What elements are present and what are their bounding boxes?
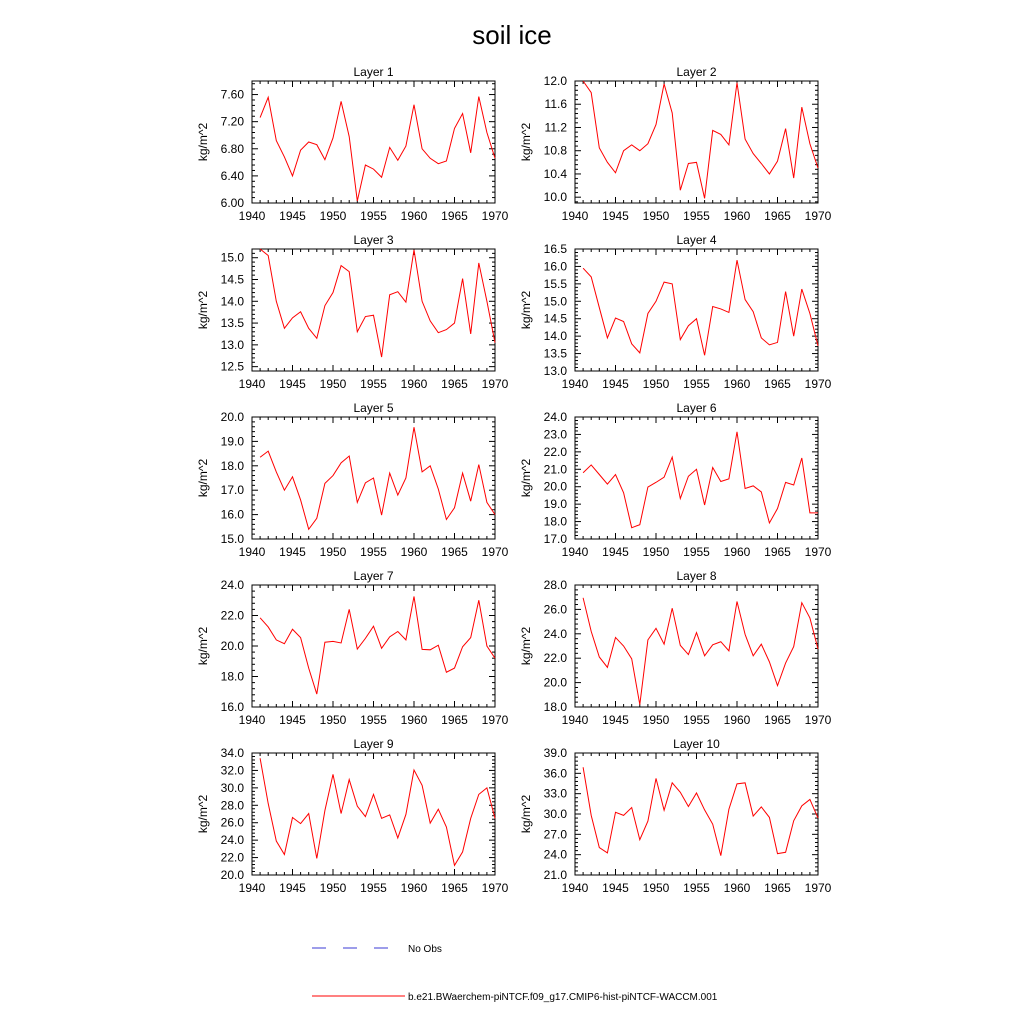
x-tick-label: 1950	[642, 377, 670, 391]
x-tick-label: 1970	[804, 209, 832, 223]
x-tick-label: 1945	[602, 377, 629, 391]
x-tick-label: 1940	[238, 881, 266, 895]
x-tick-label: 1960	[400, 713, 428, 727]
y-tick-label: 24.0	[543, 410, 567, 424]
panel-layer-3	[196, 233, 509, 391]
y-tick-label: 7.60	[220, 87, 244, 102]
x-tick-label: 1965	[764, 545, 791, 559]
panel-title: Layer 7	[353, 569, 394, 583]
x-tick-label: 1955	[360, 881, 387, 895]
y-tick-label: 23.0	[543, 427, 567, 442]
x-tick-label: 1965	[764, 209, 791, 223]
y-tick-label: 22.0	[220, 608, 244, 623]
y-tick-label: 18.0	[220, 669, 244, 684]
y-tick-label: 21.0	[543, 462, 567, 477]
y-tick-label: 18.0	[543, 514, 567, 529]
x-tick-label: 1960	[723, 545, 751, 559]
plot-frame	[252, 585, 495, 707]
y-tick-label: 16.0	[220, 700, 244, 714]
y-tick-label: 15.5	[543, 276, 567, 291]
y-tick-label: 24.0	[543, 626, 567, 641]
y-tick-label: 11.6	[544, 97, 567, 112]
x-tick-label: 1970	[481, 545, 509, 559]
x-tick-label: 1950	[319, 713, 347, 727]
x-tick-label: 1945	[279, 209, 306, 223]
x-tick-label: 1940	[238, 377, 266, 391]
y-tick-label: 12.5	[220, 359, 244, 374]
plot-frame	[252, 753, 495, 875]
x-tick-label: 1955	[683, 545, 710, 559]
x-tick-label: 1945	[279, 713, 306, 727]
y-tick-label: 30.0	[220, 780, 244, 795]
panel-title: Layer 3	[353, 233, 394, 247]
x-tick-label: 1960	[400, 545, 428, 559]
y-tick-label: 28.0	[543, 578, 567, 592]
panel-title: Layer 5	[353, 401, 394, 415]
x-tick-label: 1960	[723, 209, 751, 223]
x-tick-label: 1950	[642, 545, 670, 559]
panel-grid	[196, 65, 832, 895]
x-tick-label: 1945	[602, 881, 629, 895]
x-tick-label: 1965	[764, 377, 791, 391]
y-tick-label: 10.8	[543, 143, 567, 158]
series-line	[260, 758, 495, 865]
y-tick-label: 26.0	[220, 815, 244, 830]
x-tick-label: 1950	[319, 209, 347, 223]
plot-frame	[575, 417, 818, 539]
y-tick-label: 6.00	[220, 196, 244, 210]
x-tick-label: 1950	[642, 713, 670, 727]
panel-title: Layer 2	[676, 65, 717, 79]
y-tick-label: 20.0	[220, 410, 244, 424]
panel-layer-5	[196, 401, 509, 559]
y-tick-label: 13.0	[543, 364, 567, 378]
x-tick-label: 1950	[319, 881, 347, 895]
y-tick-label: 13.0	[220, 337, 244, 352]
panel-title: Layer 4	[676, 233, 717, 247]
x-tick-label: 1965	[441, 377, 468, 391]
x-tick-label: 1950	[642, 881, 670, 895]
y-tick-label: 22.0	[220, 850, 244, 865]
y-tick-label: 14.5	[220, 272, 244, 287]
x-tick-label: 1955	[683, 209, 710, 223]
x-tick-label: 1960	[723, 377, 751, 391]
x-tick-label: 1970	[481, 377, 509, 391]
series-line	[583, 767, 818, 855]
series-line	[260, 427, 495, 529]
x-tick-label: 1955	[683, 881, 710, 895]
panel-title: Layer 1	[353, 65, 394, 79]
x-tick-label: 1940	[238, 713, 266, 727]
x-tick-label: 1965	[441, 881, 468, 895]
y-tick-label: 24.0	[220, 833, 244, 848]
y-axis-label: kg/m^2	[519, 290, 533, 330]
y-axis-label: kg/m^2	[519, 626, 533, 666]
x-tick-label: 1970	[804, 881, 832, 895]
panel-layer-4	[519, 233, 832, 391]
x-tick-label: 1960	[400, 377, 428, 391]
y-tick-label: 16.5	[543, 242, 567, 256]
series-line	[260, 97, 495, 201]
panel-title: Layer 8	[676, 569, 717, 583]
plot-frame	[575, 249, 818, 371]
x-tick-label: 1970	[481, 713, 509, 727]
x-tick-label: 1940	[561, 377, 589, 391]
panel-layer-2	[519, 65, 832, 223]
y-tick-label: 21.0	[543, 868, 567, 882]
y-tick-label: 20.0	[220, 868, 244, 882]
y-axis-label: kg/m^2	[196, 626, 210, 666]
x-tick-label: 1950	[319, 545, 347, 559]
y-tick-label: 30.0	[543, 807, 567, 821]
y-tick-label: 22.0	[543, 651, 567, 666]
x-tick-label: 1940	[238, 209, 266, 223]
y-tick-label: 39.0	[543, 746, 567, 760]
panel-title: Layer 9	[353, 737, 394, 751]
panel-layer-1	[196, 65, 509, 223]
y-tick-label: 12.0	[543, 74, 567, 88]
y-tick-label: 19.0	[220, 434, 244, 449]
y-tick-label: 15.0	[220, 532, 244, 546]
y-tick-label: 6.40	[220, 168, 244, 183]
panel-title: Layer 6	[676, 401, 717, 415]
chart-title: soil ice	[472, 20, 552, 50]
y-tick-label: 34.0	[220, 746, 244, 760]
panel-layer-10	[519, 737, 832, 895]
x-tick-label: 1965	[441, 209, 468, 223]
x-tick-label: 1960	[723, 881, 751, 895]
panel-title: Layer 10	[673, 737, 720, 751]
series-line	[583, 432, 818, 528]
x-tick-label: 1945	[602, 545, 629, 559]
x-tick-label: 1970	[481, 209, 509, 223]
y-tick-label: 16.0	[543, 259, 567, 274]
panel-layer-6	[519, 401, 832, 559]
y-tick-label: 7.20	[220, 114, 244, 129]
plot-frame	[575, 81, 818, 203]
plot-frame	[575, 585, 818, 707]
y-tick-label: 36.0	[543, 766, 567, 781]
y-tick-label: 14.5	[543, 311, 567, 326]
y-tick-label: 18.0	[220, 458, 244, 473]
series-line	[583, 598, 818, 705]
x-tick-label: 1970	[804, 377, 832, 391]
y-tick-label: 20.0	[543, 479, 567, 494]
x-tick-label: 1970	[804, 713, 832, 727]
y-tick-label: 6.80	[220, 141, 244, 156]
y-tick-label: 14.0	[543, 329, 567, 344]
legend	[312, 944, 718, 1003]
y-tick-label: 26.0	[543, 602, 567, 617]
x-tick-label: 1945	[279, 377, 306, 391]
x-tick-label: 1955	[360, 209, 387, 223]
x-tick-label: 1965	[441, 713, 468, 727]
y-tick-label: 16.0	[220, 507, 244, 522]
series-line	[260, 249, 495, 357]
y-tick-label: 18.0	[543, 700, 567, 714]
x-tick-label: 1950	[642, 209, 670, 223]
x-tick-label: 1955	[683, 377, 710, 391]
x-tick-label: 1965	[441, 545, 468, 559]
y-tick-label: 15.0	[220, 250, 244, 265]
y-axis-label: kg/m^2	[519, 458, 533, 498]
series-line	[583, 81, 818, 198]
legend-no-obs-label: No Obs	[408, 944, 442, 955]
x-tick-label: 1945	[602, 713, 629, 727]
y-tick-label: 10.4	[543, 166, 567, 181]
series-line	[583, 260, 818, 355]
x-tick-label: 1940	[561, 545, 589, 559]
x-tick-label: 1940	[561, 713, 589, 727]
plot-frame	[575, 753, 818, 875]
y-tick-label: 17.0	[543, 532, 567, 546]
y-tick-label: 28.0	[220, 798, 244, 813]
y-tick-label: 20.0	[543, 675, 567, 690]
y-tick-label: 20.0	[220, 639, 244, 653]
y-axis-label: kg/m^2	[196, 122, 210, 162]
y-tick-label: 15.0	[543, 294, 567, 309]
x-tick-label: 1955	[360, 713, 387, 727]
x-tick-label: 1960	[400, 209, 428, 223]
y-tick-label: 33.0	[543, 786, 567, 801]
x-tick-label: 1955	[683, 713, 710, 727]
y-tick-label: 13.5	[220, 316, 244, 331]
x-tick-label: 1955	[360, 377, 387, 391]
y-tick-label: 13.5	[543, 346, 567, 361]
x-tick-label: 1970	[481, 881, 509, 895]
plot-frame	[252, 81, 495, 203]
x-tick-label: 1950	[319, 377, 347, 391]
y-tick-label: 10.0	[543, 190, 567, 205]
x-tick-label: 1955	[360, 545, 387, 559]
x-tick-label: 1945	[602, 209, 629, 223]
y-tick-label: 32.0	[220, 763, 244, 778]
x-tick-label: 1940	[561, 881, 589, 895]
y-axis-label: kg/m^2	[196, 458, 210, 498]
x-tick-label: 1960	[723, 713, 751, 727]
y-tick-label: 24.0	[543, 847, 567, 862]
panel-layer-8	[519, 569, 832, 727]
panel-layer-7	[196, 569, 509, 727]
x-tick-label: 1965	[764, 881, 791, 895]
x-tick-label: 1970	[804, 545, 832, 559]
y-tick-label: 22.0	[543, 444, 567, 459]
panel-layer-9	[196, 737, 509, 895]
x-tick-label: 1965	[764, 713, 791, 727]
x-tick-label: 1945	[279, 881, 306, 895]
y-tick-label: 27.0	[543, 827, 567, 842]
y-axis-label: kg/m^2	[519, 122, 533, 162]
legend-model-label: b.e21.BWaerchem-piNTCF.f09_g17.CMIP6-hist-piNTCF-WACCM.001	[408, 992, 718, 1003]
x-tick-label: 1940	[561, 209, 589, 223]
x-tick-label: 1940	[238, 545, 266, 559]
series-line	[260, 596, 495, 694]
y-tick-label: 17.0	[220, 483, 244, 498]
x-tick-label: 1945	[279, 545, 306, 559]
y-axis-label: kg/m^2	[196, 290, 210, 330]
y-tick-label: 19.0	[543, 497, 567, 512]
x-tick-label: 1960	[400, 881, 428, 895]
y-axis-label: kg/m^2	[519, 794, 533, 834]
y-tick-label: 14.0	[220, 294, 244, 309]
y-tick-label: 11.2	[544, 120, 567, 135]
y-axis-label: kg/m^2	[196, 794, 210, 834]
plot-frame	[252, 249, 495, 371]
y-tick-label: 24.0	[220, 578, 244, 592]
